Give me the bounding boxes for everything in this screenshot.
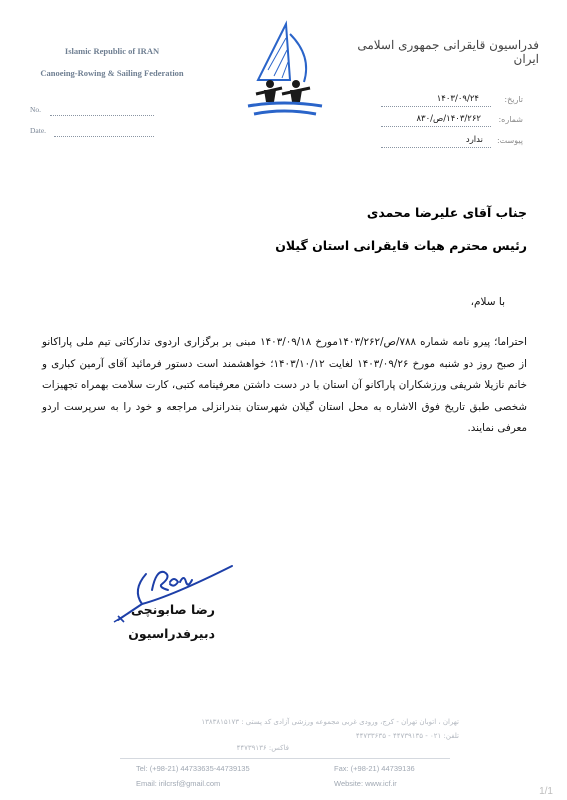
- sail-outline: [258, 24, 290, 80]
- sail-line-2: [274, 50, 287, 76]
- footer-phone-fa: تلفن: ۰۲۱ - ۴۴۷۳۹۱۳۵ - ۴۴۷۳۳۶۳۵: [355, 732, 459, 740]
- footer-divider: [120, 758, 450, 759]
- attachment-fa-dotted-line: [381, 147, 491, 148]
- salutation: با سلام،: [470, 296, 505, 308]
- org-name-en-line1: Islamic Republic of IRAN: [64, 46, 160, 56]
- signature-mark: [114, 616, 124, 622]
- attachment-fa-value: ندارد: [465, 135, 483, 145]
- rower-2-head: [292, 80, 300, 88]
- rower-1-head: [266, 80, 274, 88]
- number-fa-label: شماره:: [498, 115, 523, 124]
- footer-email-en: Email: irilcrsf@gmail.com: [136, 779, 221, 788]
- sail-curve: [290, 34, 306, 82]
- signatory-name: رضا صابونچی: [131, 602, 215, 617]
- footer-website-en: Website: www.icf.ir: [334, 779, 397, 788]
- org-name-en-line2: Canoeing-Rowing & Sailing Federation: [40, 68, 184, 78]
- footer-fax-fa: فاکس: ۴۴۷۳۹۱۳۶: [236, 744, 289, 752]
- date-label: Date.: [30, 126, 47, 135]
- signature-flourish: [138, 566, 232, 604]
- date-fa-dotted-line: [381, 106, 491, 107]
- handwritten-signature: [112, 560, 262, 630]
- org-name-fa: فدراسیون قایقرانی جمهوری اسلامی ایران: [357, 38, 539, 66]
- attachment-fa-label: پیوست:: [496, 136, 523, 145]
- date-dotted-line: [54, 136, 154, 137]
- letter-body: احتراما؛ پیرو نامه شماره ۷۸۸/ص/۱۴۰۳/۲۶۲مورخ ۱۴۰۳/۰۹/۱۸ مبنی بر برگزاری اردوی تدارکاتی تیم ملی پاراکانو از صبح روز دو شنبه مورخ ۱۴۰۳/۰۹/۲۶ لغایت ۱۴۰۳/۱۰/۱۲؛ خواهشمند است دستور فرمائید آقای آرمین کباری و خانم نازیلا شریفی ورزشکاران پاراکانو آن استان با در دست داشتن معرفینامه کتبی، کارت سلامت بهمراه تجهیزات شخصی طبق تاریخ فوق الاشاره به محل استان گیلان شهرستان بندرانزلی مراجعه و خود را به سرپرست اردو معرفی نمایند.: [42, 336, 528, 434]
- recipient-name: جناب آقای علیرضا محمدی: [366, 205, 527, 220]
- wave-1: [248, 103, 322, 106]
- number-fa-dotted-line: [381, 126, 491, 127]
- oars: [256, 88, 310, 94]
- no-dotted-line: [50, 115, 154, 116]
- date-fa-label: تاریخ:: [504, 95, 523, 104]
- footer-tel-en: Tel: (+98-21) 44733635-44739135: [136, 764, 250, 773]
- org-name-en: [22, 40, 202, 84]
- number-fa-value: ۱۴۰۳/۲۶۲/ص/۸۳۰: [416, 114, 481, 124]
- date-fa-value: ۱۴۰۳/۰۹/۲۴: [436, 94, 479, 104]
- sail-line-3: [282, 62, 288, 78]
- no-label: No.: [30, 105, 42, 114]
- page-number: 1/1: [539, 786, 553, 797]
- signatory-title: دبیرفدراسیون: [128, 626, 215, 641]
- recipient-title: رئیس محترم هیات قایقرانی استان گیلان: [275, 238, 527, 253]
- wave-2: [254, 111, 316, 114]
- footer-address: تهران ، اتوبان تهران - کرج، ورودی غربی مجموعه ورزشی آزادی کد پستی : ۱۳۸۳۸۱۵۱۷۳: [201, 718, 459, 726]
- footer-fax-en: Fax: (+98-21) 44739136: [334, 764, 415, 773]
- federation-logo: [234, 20, 334, 122]
